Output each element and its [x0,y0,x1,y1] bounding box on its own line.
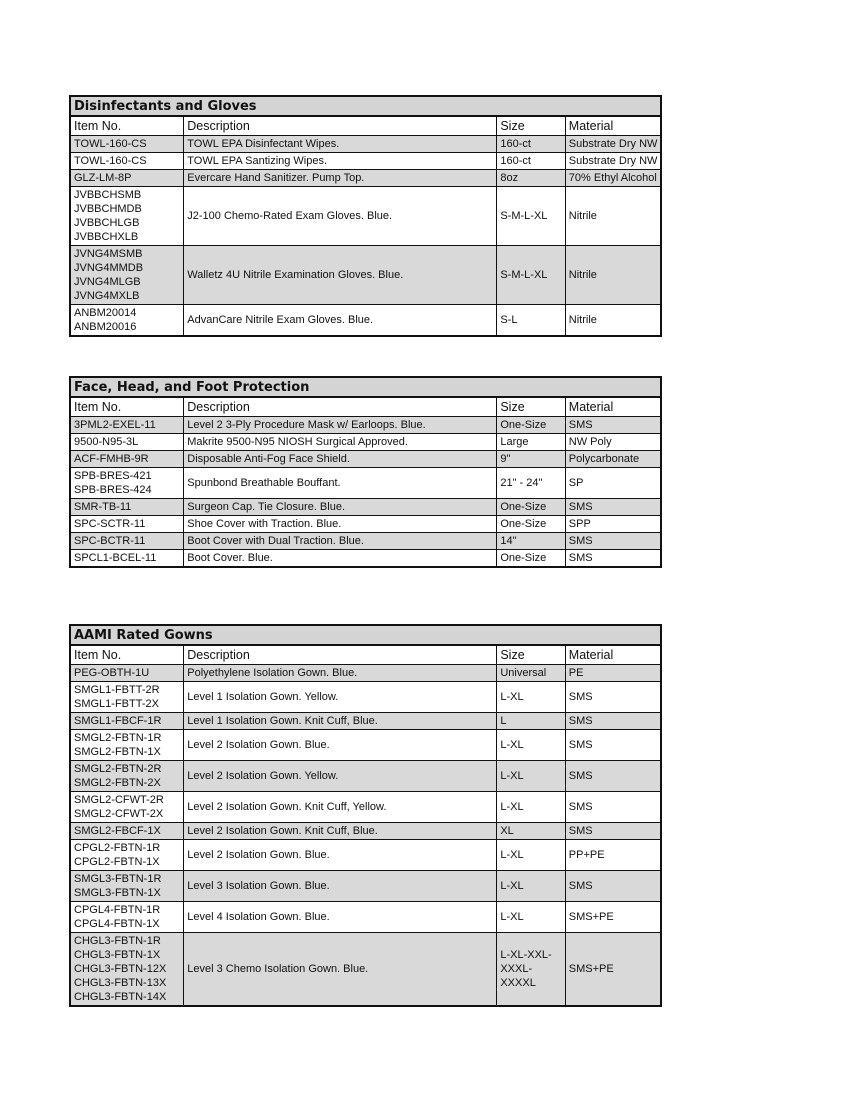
material-cell: SMS [565,871,661,902]
material-cell: PE [565,665,661,682]
material-cell: NW Poly [565,434,661,451]
size-cell [497,840,565,871]
item-cell [70,305,184,337]
size-cell [497,871,565,902]
table-row [70,153,661,170]
size-line: XXXXL [500,977,536,989]
item-number: SMGL2-CFWT-2R [74,794,164,806]
item-number: SMGL1-FBTT-2X [74,698,159,710]
header-material: Material [565,397,661,417]
size-value: 8oz [500,172,519,184]
size-value: 160-ct [500,138,531,150]
item-number: SMGL2-FBTN-2X [74,777,161,789]
item-cell [70,713,184,730]
item-number: CHGL3-FBTN-1X [74,949,161,961]
material-cell: SMS [565,550,661,568]
item-number: PEG-OBTH-1U [74,667,150,679]
table-row [70,792,661,823]
table-row [70,730,661,761]
section-title: Disinfectants and Gloves [70,96,661,116]
description-cell: Level 4 Isolation Gown. Blue. [184,902,497,933]
table-row [70,933,661,1007]
size-value: S-M-L-XL [500,269,548,281]
item-number: SPB-BRES-424 [74,484,152,496]
size-value: One-Size [500,419,547,431]
section-title: AAMI Rated Gowns [70,625,661,645]
item-cell [70,730,184,761]
size-cell [497,933,565,1007]
item-cell [70,871,184,902]
material-cell: SMS [565,417,661,434]
material-cell: Substrate Dry NW [565,153,661,170]
item-number: SPC-BCTR-11 [74,535,146,547]
size-value: XL [500,825,514,837]
item-number: JVNG4MSMB [74,248,143,260]
item-number: 3PML2-EXEL-11 [74,419,156,431]
item-number: CHGL3-FBTN-12X [74,963,167,975]
disinfectants-gloves-table [69,95,662,337]
table-row [70,902,661,933]
header-item-no: Item No. [70,645,184,665]
size-cell [497,305,565,337]
item-number: CPGL4-FBTN-1R [74,904,161,916]
size-cell [497,246,565,305]
aami-gowns-table [69,624,662,1007]
table-title-row [70,625,661,645]
table-title-row [70,96,661,116]
item-cell [70,187,184,246]
description-cell: Surgeon Cap. Tie Closure. Blue. [184,499,497,516]
size-value: 21" - 24" [500,477,543,489]
size-cell [497,187,565,246]
item-cell [70,434,184,451]
item-number: SPC-SCTR-11 [74,518,146,530]
item-cell [70,451,184,468]
table-row [70,713,661,730]
item-cell [70,682,184,713]
table-row [70,246,661,305]
size-cell [497,153,565,170]
header-material: Material [565,645,661,665]
header-description: Description [184,116,497,136]
table-row [70,170,661,187]
item-cell [70,533,184,550]
item-number: ANBM20014 [74,307,137,319]
size-cell [497,451,565,468]
size-value: L-XL [500,849,524,861]
material-cell: SMS [565,730,661,761]
size-value: One-Size [500,552,547,564]
material-cell: Nitrile [565,305,661,337]
size-cell [497,761,565,792]
face-head-foot-table [69,376,662,568]
header-item-no: Item No. [70,397,184,417]
item-number: JVNG4MXLB [74,290,140,302]
size-cell [497,136,565,153]
table-row [70,417,661,434]
item-number: SMGL2-CFWT-2X [74,808,164,820]
size-cell [497,417,565,434]
item-cell [70,136,184,153]
table-row [70,136,661,153]
item-cell [70,665,184,682]
header-size: Size [497,397,565,417]
item-number: CPGL2-FBTN-1R [74,842,161,854]
size-value: One-Size [500,518,547,530]
description-cell: J2-100 Chemo-Rated Exam Gloves. Blue. [184,187,497,246]
description-cell: Level 3 Isolation Gown. Blue. [184,871,497,902]
description-cell: Level 2 Isolation Gown. Knit Cuff, Blue. [184,823,497,840]
description-cell: Walletz 4U Nitrile Examination Gloves. Blue. [184,246,497,305]
description-cell: Disposable Anti-Fog Face Shield. [184,451,497,468]
size-cell [497,499,565,516]
item-number: CHGL3-FBTN-13X [74,977,167,989]
description-cell: TOWL EPA Santizing Wipes. [184,153,497,170]
table-row [70,499,661,516]
size-cell [497,682,565,713]
material-cell: Nitrile [565,246,661,305]
item-number: CHGL3-FBTN-14X [74,991,167,1003]
table-row [70,665,661,682]
size-line: L-XL-XXL- [500,949,552,961]
description-cell: Level 2 Isolation Gown. Blue. [184,730,497,761]
item-cell [70,153,184,170]
table-row [70,533,661,550]
size-cell [497,170,565,187]
item-number: ACF-FMHB-9R [74,453,149,465]
header-size: Size [497,645,565,665]
description-cell: Spunbond Breathable Bouffant. [184,468,497,499]
material-cell: SMS [565,761,661,792]
material-cell: SMS [565,499,661,516]
description-cell: Level 2 Isolation Gown. Blue. [184,840,497,871]
item-cell [70,761,184,792]
size-value: Large [500,436,529,448]
size-value: L-XL [500,880,524,892]
item-number: JVBBCHSMB [74,189,142,201]
item-number: SMGL2-FBCF-1X [74,825,161,837]
item-number: JVNG4MLGB [74,276,141,288]
size-cell [497,792,565,823]
table-row [70,468,661,499]
material-cell: PP+PE [565,840,661,871]
header-material: Material [565,116,661,136]
header-item-no: Item No. [70,116,184,136]
item-cell [70,468,184,499]
size-value: S-L [500,314,518,326]
size-cell [497,823,565,840]
header-description: Description [184,645,497,665]
item-number: SMGL2-FBTN-1R [74,732,162,744]
size-cell [497,713,565,730]
size-value: 14" [500,535,517,547]
item-cell [70,902,184,933]
size-value: L-XL [500,691,524,703]
description-cell: Level 3 Chemo Isolation Gown. Blue. [184,933,497,1007]
item-number: JVBBCHLGB [74,217,140,229]
item-cell [70,550,184,568]
item-cell [70,840,184,871]
column-header-row [70,645,661,665]
size-value: Universal [500,667,547,679]
description-cell: Boot Cover. Blue. [184,550,497,568]
item-number: CHGL3-FBTN-1R [74,935,161,947]
size-value: L-XL [500,801,524,813]
size-cell [497,434,565,451]
item-number: SPB-BRES-421 [74,470,152,482]
item-number: CPGL2-FBTN-1X [74,856,160,868]
description-cell: Boot Cover with Dual Traction. Blue. [184,533,497,550]
item-cell [70,170,184,187]
item-number: SMGL1-FBTT-2R [74,684,160,696]
item-number: SPCL1-BCEL-11 [74,552,157,564]
description-cell: Makrite 9500-N95 NIOSH Surgical Approved. [184,434,497,451]
table-row [70,434,661,451]
table-row [70,871,661,902]
size-cell [497,665,565,682]
description-cell: AdvanCare Nitrile Exam Gloves. Blue. [184,305,497,337]
item-number: TOWL-160-CS [74,155,147,167]
item-number: SMGL2-FBTN-2R [74,763,162,775]
item-cell [70,516,184,533]
table-row [70,761,661,792]
material-cell: Polycarbonate [565,451,661,468]
table-row [70,550,661,568]
description-cell: Level 1 Isolation Gown. Yellow. [184,682,497,713]
item-cell [70,246,184,305]
material-cell: SP [565,468,661,499]
description-cell: TOWL EPA Disinfectant Wipes. [184,136,497,153]
description-cell: Polyethylene Isolation Gown. Blue. [184,665,497,682]
material-cell: Nitrile [565,187,661,246]
size-line: XXXL- [500,963,533,975]
column-header-row [70,397,661,417]
size-cell [497,468,565,499]
material-cell: SMS [565,792,661,823]
item-cell [70,933,184,1007]
size-value: L-XL [500,739,524,751]
item-number: CPGL4-FBTN-1X [74,918,160,930]
item-number: JVBBCHXLB [74,231,139,243]
item-cell [70,823,184,840]
item-number: JVNG4MMDB [74,262,144,274]
item-number: SMGL3-FBTN-1X [74,887,161,899]
material-cell: Substrate Dry NW [565,136,661,153]
description-cell: Shoe Cover with Traction. Blue. [184,516,497,533]
material-cell: 70% Ethyl Alcohol [565,170,661,187]
item-cell [70,792,184,823]
table-title-row [70,377,661,397]
item-number: SMGL2-FBTN-1X [74,746,161,758]
description-cell: Level 1 Isolation Gown. Knit Cuff, Blue. [184,713,497,730]
item-number: SMR-TB-11 [74,501,132,513]
column-header-row [70,116,661,136]
description-cell: Level 2 Isolation Gown. Yellow. [184,761,497,792]
size-cell [497,550,565,568]
item-cell [70,499,184,516]
size-value: L-XL [500,911,524,923]
table-row [70,840,661,871]
material-cell: SMS+PE [565,902,661,933]
material-cell: SPP [565,516,661,533]
size-value: 160-ct [500,155,531,167]
size-cell [497,516,565,533]
size-value: 9" [500,453,511,465]
material-cell: SMS [565,682,661,713]
item-number: SMGL1-FBCF-1R [74,715,162,727]
table-row [70,451,661,468]
size-value: One-Size [500,501,547,513]
table-row [70,305,661,337]
table-row [70,682,661,713]
item-number: GLZ-LM-8P [74,172,132,184]
item-number: TOWL-160-CS [74,138,147,150]
item-number: ANBM20016 [74,321,137,333]
description-cell: Level 2 3-Ply Procedure Mask w/ Earloops. Blue. [184,417,497,434]
size-cell [497,730,565,761]
size-cell [497,902,565,933]
item-cell [70,417,184,434]
material-cell: SMS [565,713,661,730]
table-row [70,823,661,840]
material-cell: SMS+PE [565,933,661,1007]
description-cell: Evercare Hand Sanitizer. Pump Top. [184,170,497,187]
size-value: L-XL [500,770,524,782]
size-value: L [500,715,507,727]
material-cell: SMS [565,823,661,840]
section-title: Face, Head, and Foot Protection [70,377,661,397]
material-cell: SMS [565,533,661,550]
size-value: S-M-L-XL [500,210,548,222]
table-row [70,187,661,246]
item-number: 9500-N95-3L [74,436,139,448]
header-description: Description [184,397,497,417]
table-row [70,516,661,533]
item-number: SMGL3-FBTN-1R [74,873,162,885]
description-cell: Level 2 Isolation Gown. Knit Cuff, Yellow. [184,792,497,823]
size-cell [497,533,565,550]
item-number: JVBBCHMDB [74,203,142,215]
header-size: Size [497,116,565,136]
